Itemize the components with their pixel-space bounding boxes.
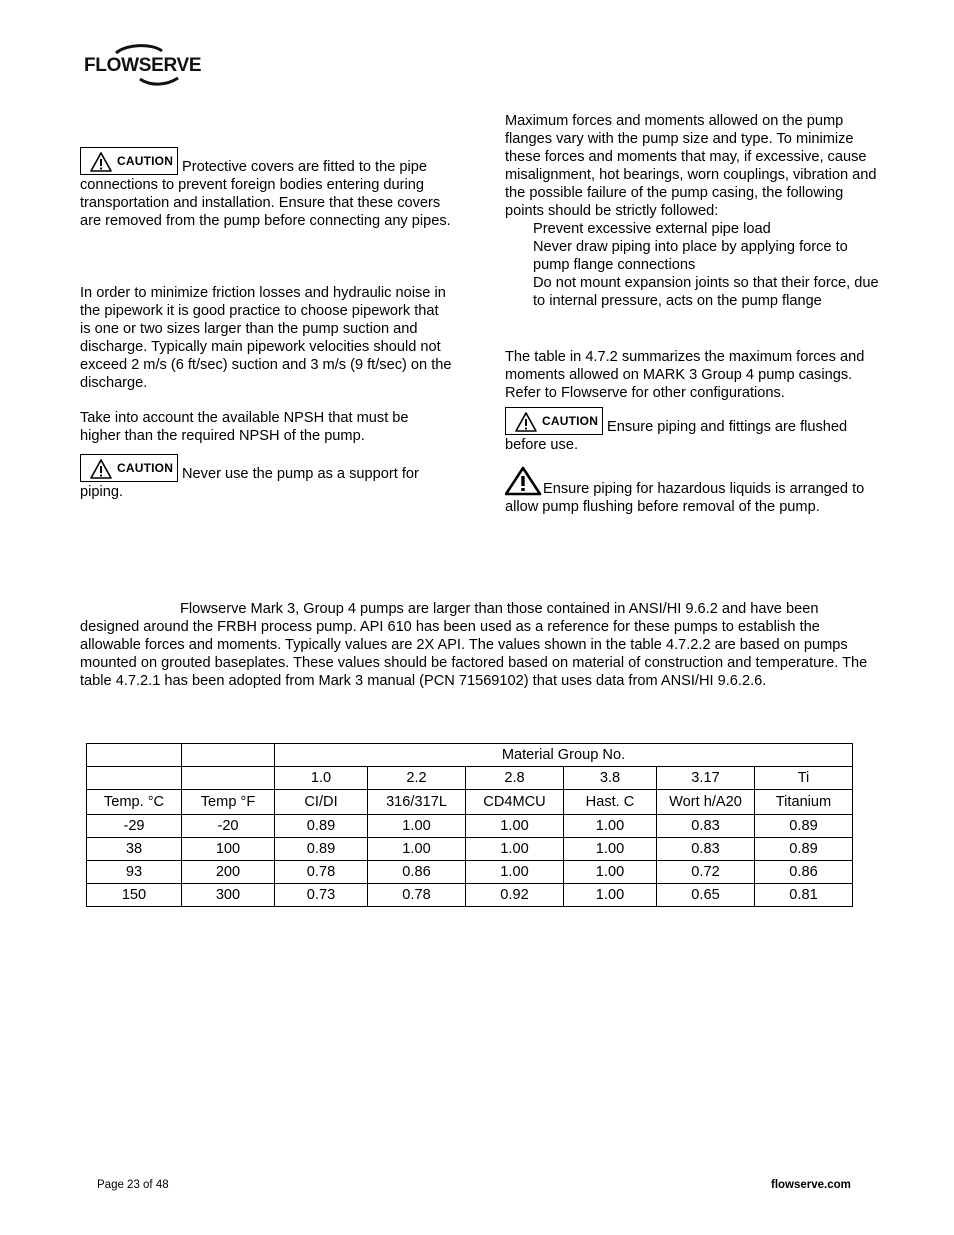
hazardous-text: Ensure piping for hazardous liquids is arranged to allow pump flushing before removal of the pump.	[505, 481, 865, 515]
table-row	[87, 838, 853, 861]
footer-website: flowserve.com	[771, 1179, 851, 1191]
friction-text: In order to minimize friction losses and hydraulic noise in the pipework it is good practice to choose pipework that is one or two sizes larger than the pump suction and discharge. Typically main pipework velocities should not exceed 2 m/s (6 ft/sec) suction and 3 m/s (9 ft/sec) on the discharge.	[80, 285, 452, 391]
flowserve-logo	[82, 42, 202, 90]
table-cell: 0.78	[275, 861, 368, 884]
table-cell: 1.00	[466, 861, 564, 884]
group4-text: Flowserve Mark 3, Group 4 pumps are larger than those contained in ANSI/HI 9.6.2 and have been designed around the FRBH process pump. API 610 has been used as a reference for these pumps to establish the allowable forces and moments. Typically values are 2X API. The values shown in the table 4.7.2.2 are based on pumps mounted on grouted baseplates. These values should be factored based on material of construction and temperature. The table 4.7.2.1 has been adopted from Mark 3 manual (PCN 71569102) that uses data from ANSI/HI 9.6.2.6.	[80, 601, 868, 689]
forces-text: Maximum forces and moments allowed on the pump flanges vary with the pump size and type. To minimize these forces and moments that may, if excessive, cause misalignment, hot bearings, worn couplings, vibration and the possible failure of the pump casing, the following points should be strictly followed:	[505, 113, 877, 219]
table-cell: 0.86	[368, 861, 466, 884]
table-cell: 2.2	[368, 767, 466, 790]
table-reference-text: The table in 4.7.2 summarizes the maximum forces and moments allowed on MARK 3 Group 4 pump casings. Refer to Flowserve for other configurations.	[505, 349, 865, 401]
table-header-cell: Hast. C	[564, 790, 657, 815]
table-header-cell: Titanium	[755, 790, 853, 815]
forces-paragraph	[505, 112, 880, 310]
caution-badge	[505, 407, 603, 435]
table-cell: 0.89	[755, 838, 853, 861]
table-header-cell: CD4MCU	[466, 790, 564, 815]
warning-triangle-icon	[89, 458, 113, 480]
npsh-paragraph	[80, 409, 452, 445]
table-cell: -20	[182, 815, 275, 838]
table-header-cell: CI/DI	[275, 790, 368, 815]
table-header-row	[87, 744, 853, 767]
group4-paragraph	[80, 600, 880, 690]
table-cell: 0.92	[466, 884, 564, 907]
table-cell: 0.89	[755, 815, 853, 838]
left-covers-paragraph	[80, 147, 452, 230]
table-cell: 1.00	[466, 838, 564, 861]
table-row	[87, 884, 853, 907]
danger-badge	[505, 466, 543, 496]
support-text: Never use the pump as a support for piping.	[80, 466, 419, 500]
caution-label: CAUTION	[117, 154, 174, 168]
table-header-cell: Wort h/A20	[657, 790, 755, 815]
warning-triangle-icon	[89, 151, 113, 173]
table-cell: 0.65	[657, 884, 755, 907]
table-cell: 200	[182, 861, 275, 884]
table-cell: 2.8	[466, 767, 564, 790]
table-cell: 0.73	[275, 884, 368, 907]
table-cell: 3.8	[564, 767, 657, 790]
table-cell: 300	[182, 884, 275, 907]
table-row	[87, 861, 853, 884]
warning-triangle-icon	[514, 411, 538, 433]
table-cell: 150	[87, 884, 182, 907]
group-number-row	[87, 767, 853, 790]
caution-label: CAUTION	[542, 414, 599, 428]
table-cell: 1.00	[368, 815, 466, 838]
table-header-cell: Temp °F	[182, 790, 275, 815]
table-cell: 0.89	[275, 838, 368, 861]
table-cell: 0.78	[368, 884, 466, 907]
table-cell: 1.00	[564, 861, 657, 884]
table-cell: 3.17	[657, 767, 755, 790]
table-cell: 1.00	[466, 815, 564, 838]
covers-text: Protective covers are fitted to the pipe connections to prevent foreign bodies entering during transportation and installation. Ensure that these covers are removed from the pump before connecting any pipes.	[80, 159, 451, 229]
table-cell: Ti	[755, 767, 853, 790]
caution-label: CAUTION	[117, 461, 174, 475]
table-cell: 0.72	[657, 861, 755, 884]
danger-triangle-icon	[505, 466, 543, 496]
piping-guidelines-list	[505, 220, 880, 310]
table-cell: 1.00	[564, 884, 657, 907]
table-row	[87, 815, 853, 838]
material-group-header: Material Group No.	[275, 744, 853, 767]
table-cell: -29	[87, 815, 182, 838]
table-header-cell: 316/317L	[368, 790, 466, 815]
table-cell: 93	[87, 861, 182, 884]
support-paragraph	[80, 454, 452, 501]
table-cell: 38	[87, 838, 182, 861]
table-cell: 0.83	[657, 838, 755, 861]
list-item: Do not mount expansion joints so that their force, due to internal pressure, acts on the pump flange	[533, 275, 879, 309]
page-number: Page 23 of 48	[97, 1179, 169, 1191]
table-cell: 1.00	[564, 815, 657, 838]
table-cell: 100	[182, 838, 275, 861]
table-cell: 0.86	[755, 861, 853, 884]
list-item: Prevent excessive external pipe load	[533, 221, 771, 237]
column-header-row	[87, 790, 853, 815]
table-cell: 1.00	[564, 838, 657, 861]
table-reference-paragraph	[505, 348, 877, 402]
logo-text: FLOWSERVE	[84, 55, 202, 76]
flush-paragraph	[505, 407, 877, 454]
hazardous-paragraph	[505, 466, 877, 516]
flush-text: Ensure piping and fittings are flushed before use.	[505, 419, 848, 453]
table-cell: 1.0	[275, 767, 368, 790]
caution-badge	[80, 147, 178, 175]
table-cell: 0.89	[275, 815, 368, 838]
table-cell: 0.81	[755, 884, 853, 907]
caution-badge	[80, 454, 178, 482]
table-header-cell: Temp. °C	[87, 790, 182, 815]
list-item: Never draw piping into place by applying force to pump flange connections	[533, 239, 848, 273]
material-factor-table	[86, 743, 853, 907]
npsh-text: Take into account the available NPSH that must be higher than the required NPSH of the pump.	[80, 410, 409, 444]
table-cell: 1.00	[368, 838, 466, 861]
friction-paragraph	[80, 284, 452, 392]
table-cell: 0.83	[657, 815, 755, 838]
